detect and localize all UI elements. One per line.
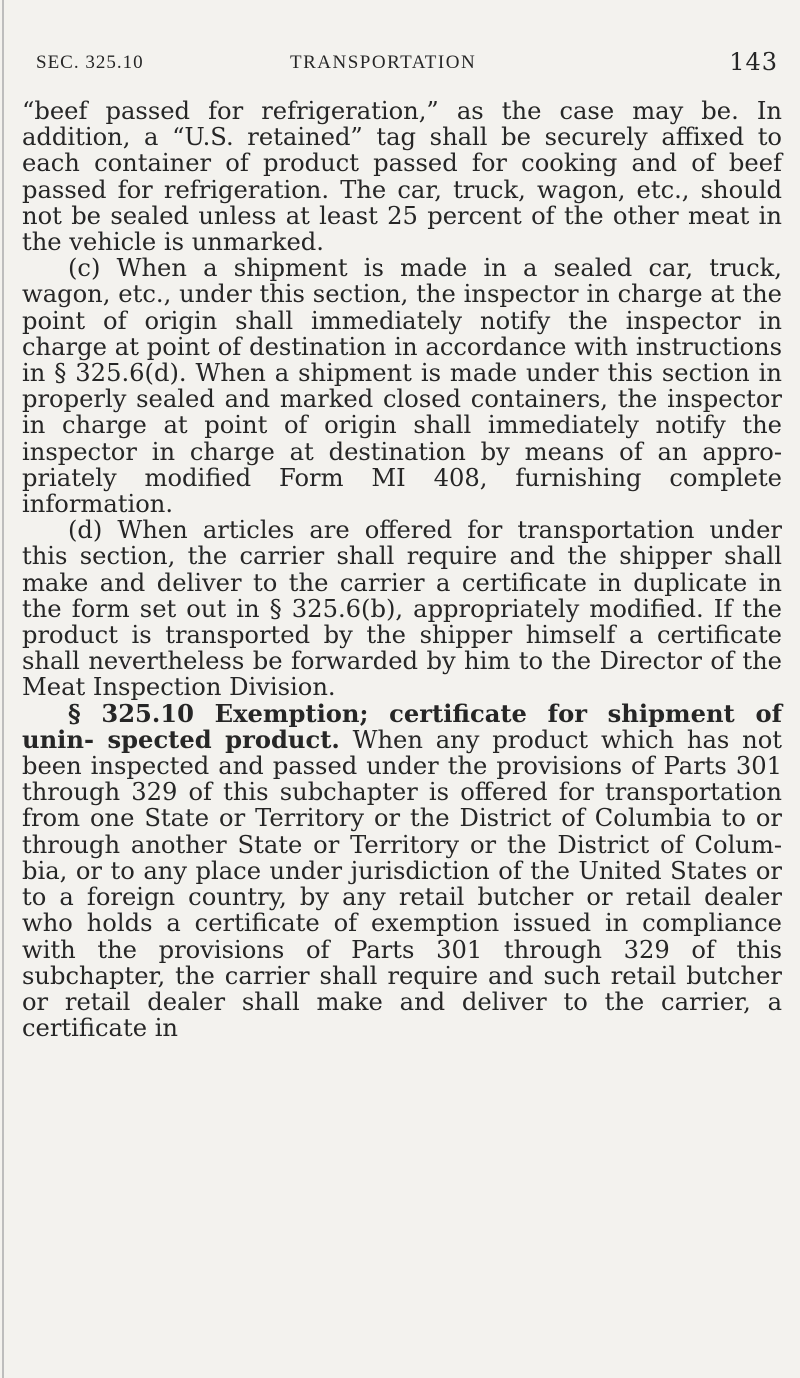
paragraph-c: (c) When a shipment is made in a sealed car, truck, wagon, etc., under this section, the inspector in charge at the point of origin shall immediately notify the inspector in charge at point of destination in accordance with instructions in § 325.6(d). When a shipment is made under this section in properly sealed and marked closed containers, the inspector in charge at point of origin shall immediately notify the inspector in charge at destination by means of an appro- priately modified Form MI 408, furnishing complete information. — [22, 254, 782, 519]
section-heading: § 325.10 Exemption; certificate for shipment of unin- spected product. — [22, 698, 782, 754]
page-binding-edge — [2, 0, 4, 1378]
paragraph-continuation: “beef passed for refrigeration,” as the case may be. In addition, a “U.S. retained” tag shall be securely affixed to each container of product passed for cooking and of beef passed for refrigeration. The car, truck, wagon, etc., should not be sealed unless at least 25 percent of the other meat in the vehicle is unmarked. — [22, 97, 782, 257]
section-body: When any product which has not been inspected and passed under the provisions of Parts 301 through 329 of this subchapter is offered for transportation from one State or Territory or the District of Columbia to or through another State or Territory or the District of Colum- bia, or to any place under jurisdiction of the United States or to a foreign country, by any retail butcher or retail dealer who holds a certificate of exemption issued in compliance with the provisions of Parts 301 through 329 of this subchapter, the carrier shall require and such retail butcher or retail dealer shall make and deliver to the carrier, a certificate in — [22, 725, 782, 1043]
body-text — [22, 98, 782, 1041]
paragraph-d: (d) When articles are offered for transportation under this section, the carrier shall require and the shipper shall make and deliver to the carrier a certificate in duplicate in the form set out in § 325.6(b), appropriately modified. If the product is transported by the shipper himself a certificate shall nevertheless be forwarded by him to the Director of the Meat Inspection Division. — [22, 516, 782, 702]
page-number: 143 — [729, 48, 778, 76]
book-page — [22, 48, 782, 1041]
section-325-10 — [22, 698, 782, 1043]
running-head — [22, 48, 782, 88]
running-title: TRANSPORTATION — [290, 52, 477, 73]
section-reference: SEC. 325.10 — [36, 52, 144, 73]
